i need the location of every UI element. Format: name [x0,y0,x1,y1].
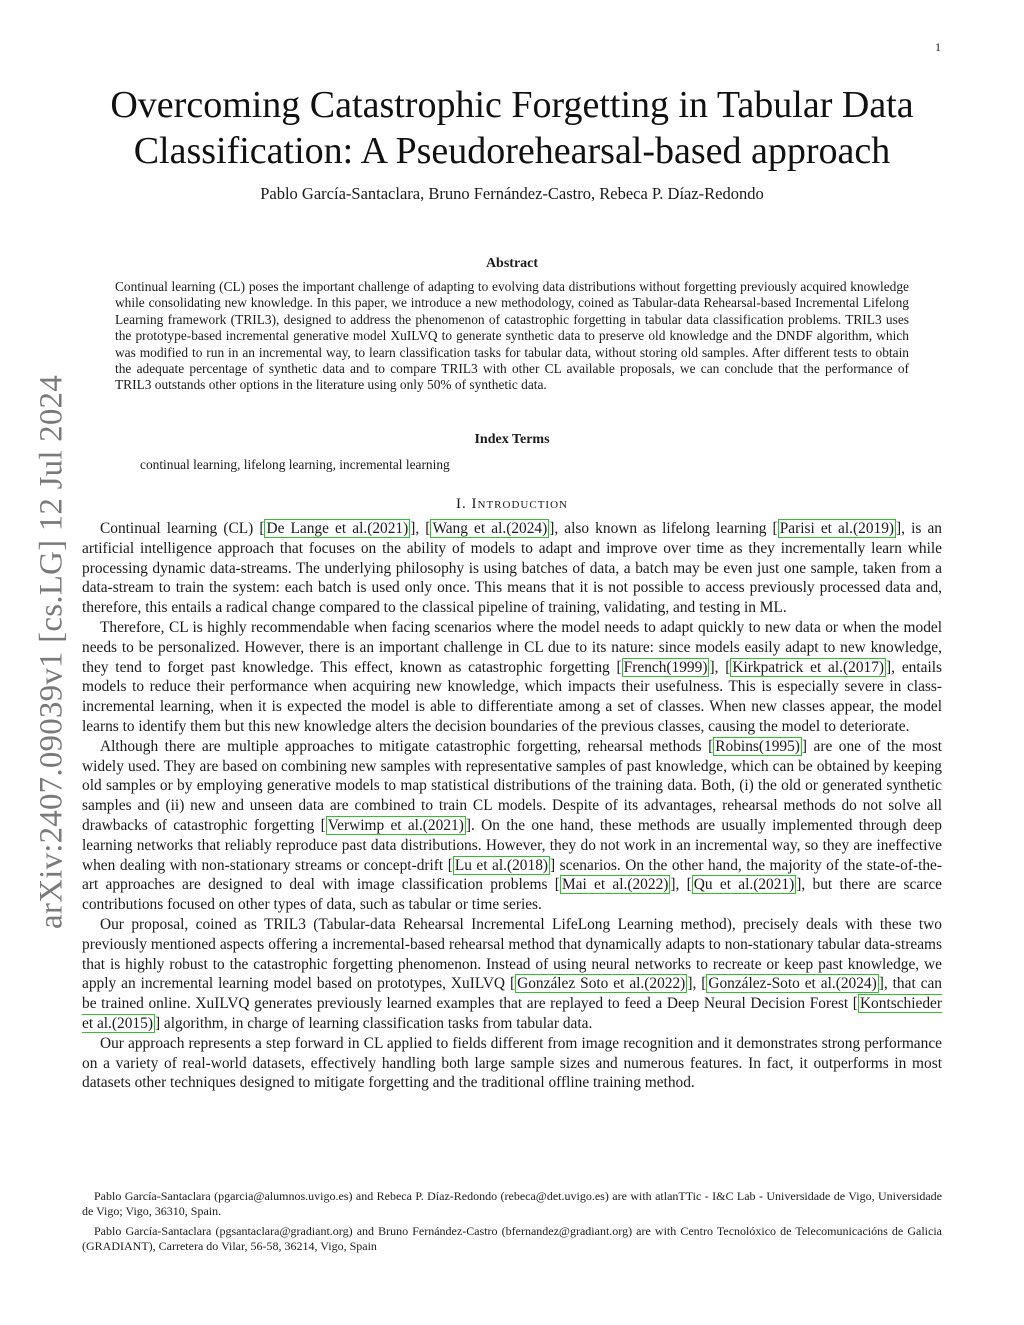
text-run: Our proposal, coined as TRIL3 (Tabular-data Rehearsal Incremental LifeLong Learning method), precisely deals with these two previously mentioned aspects offering a incremental-based rehearsal method that dynamically adapts to non-stationary tabular data-streams that is highly robust to the catastrophic forgetting phenomenon. Instead of using neural networks to recreate or keep past knowledge, we apply an incremental learning model based on prototypes, XuILVQ [ [82,915,942,993]
paragraph-4 [82,915,942,1034]
text-run: ] scenarios. On the other hand, the majority of the state-of-the-art approaches are designed to deal with image classification problems [ [82,856,942,894]
citation-link[interactable]: Wang et al.(2024) [432,520,548,537]
citation-link[interactable]: González-Soto et al.(2024) [708,975,877,993]
abstract-text: Continual learning (CL) poses the important challenge of adapting to evolving data distributions without forgetting previously acquired knowledge while consolidating new knowledge. In this paper, we introduce a new methodology, coined as Tabular-data Rehearsal-based Incremental Lifelong Learning framework (TRIL3), designed to address the phenomenon of catastrophic forgetting in tabular data classification problems. TRIL3 uses the prototype-based incremental generative model XuILVQ to generate synthetic data to preserve old knowledge and the DNDF algorithm, which was modified to run in an incremental way, to learn classification tasks for tabular data, without storing old samples. After different tests to obtain the adequate percentage of synthetic data and to compare TRIL3 with other CL available proposals, we can conclude that the performance of TRIL3 outstands other options in the literature using only 50% of synthetic data. [115,279,909,393]
paragraph-5: Our approach represents a step forward in CL applied to fields different from image recognition and it demonstrates strong performance on a variety of real-world datasets, effectively handling both large sample sizes and numerous features. In fact, it outperforms in most datasets other techniques designed to mitigate forgetting and the traditional offline training method. [82,1034,942,1092]
citation-link[interactable]: De Lange et al.(2021) [266,520,409,537]
citation-link[interactable]: Verwimp et al.(2021) [327,816,464,834]
text-run: ], but there are scarce contributions focused on other types of data, such as tabular or time series. [82,876,942,914]
citation-link[interactable]: Mai et al.(2022) [561,876,669,894]
citation-link[interactable]: Qu et al.(2021) [693,876,795,894]
citation-link[interactable]: González Soto et al.(2022) [517,975,686,993]
citation-link[interactable]: French(1999) [623,658,708,676]
text-run: ], is an artificial intelligence approach that focuses on the ability of models to adapt and improve over time as they incrementally learn while processing dynamic data-streams. The underlying philosophy is using batches of data, a batch may be even just one sample, taken from a data-stream to train the system: each batch is used only once. This means that it is not possible to access previously processed data and, therefore, this entails a radical change compared to the classical pipeline of training, validating, and testing in ML. [82,520,942,617]
section-heading-introduction: I. Introduction [456,496,568,512]
author-list: Pablo García-Santaclara, Bruno Fernández-Castro, Rebeca P. Díaz-Redondo [260,184,764,203]
text-run: ], [ [687,975,707,993]
citation-link[interactable]: Robins(1995) [715,737,800,755]
paper-title: Overcoming Catastrophic Forgetting in Tabular Data Classification: A Pseudorehearsal-based approach [110,84,914,172]
paragraph-1 [82,519,942,618]
citation-link[interactable]: Kirkpatrick et al.(2017) [732,658,885,676]
text-run: ] are one of the most widely used. They are based on combining new samples with representative samples of past knowledge, which can be obtained by keeping old samples or by employing generative models to map statistical distributions of the training data. Both, (i) the old or generated synthetic samples and (ii) new and unseen data are combined to train CL models. Despite of its advantages, rehearsal methods do not solve all drawbacks of catastrophic forgetting [ [82,737,942,834]
text-run: Therefore, CL is highly recommendable when facing scenarios where the model needs to adapt quickly to new data or when the model needs to be personalized. However, there is an important challenge in CL due to its nature: since models easily adapt to new knowledge, they tend to forget past knowledge. This effect, known as catastrophic forgetting [ [82,618,942,676]
footnotes [82,1189,942,1259]
text-run: Continual learning (CL) [ [100,520,265,537]
footnote-affiliation-2: Pablo García-Santaclara (pgsantaclara@gradiant.org) and Bruno Fernández-Castro (bfernandez@gradiant.org) are with Centro Tecnolóxico de Telecomunicacións de Galicia (GRADIANT), Carretera do Vilar, 56-58, 36214, Vigo, Spain [82,1223,942,1254]
page-number: 1 [935,40,941,54]
text-run: ], [ [670,876,692,894]
introduction-body [82,519,942,1093]
text-run: ], also known as lifelong learning [ [549,520,778,537]
text-run: ]. On the one hand, these methods are usually implemented through deep learning networks that reliably reproduce past data distributions. However, they do not work in an incremental way, so they are ineffective when dealing with non-stationary streams or concept-drift [ [82,816,942,874]
text-run: ], [ [410,520,431,537]
text-run: Although there are multiple approaches to mitigate catastrophic forgetting, rehearsal methods [ [100,737,714,755]
footnote-affiliation-1: Pablo García-Santaclara (pgarcia@alumnos.uvigo.es) and Rebeca P. Díaz-Redondo (rebeca@det.uvigo.es) are with atlanTTic - I&C Lab - Universidade de Vigo, Universidade de Vigo; Vigo, 36310, Spain. [82,1189,942,1219]
paragraph-2 [82,618,942,737]
abstract-heading: Abstract [485,256,539,271]
text-run: ], [ [709,658,731,676]
text-run: ], that can be trained online. XuILVQ generates previously learned examples that are replayed to feed a Deep Neural Decision Forest [ [82,975,943,1013]
text-run: ], entails models to reduce their performance when acquiring new knowledge, which impacts their usefulness. This is especially severe in class-incremental learning, when it is expected the model is able to differentiate among a set of classes. When new classes appear, the model learns to identify them but this new knowledge alters the decision boundaries of the previous classes, causing the model to deteriorate. [82,658,943,735]
index-terms-text: continual learning, lifelong learning, incremental learning [140,457,450,472]
citation-link[interactable]: Kontschieder et al.(2015) [82,995,942,1032]
paragraph-3 [82,737,942,915]
citation-link[interactable]: Parisi et al.(2019) [779,520,895,537]
text-run: ] algorithm, in charge of learning classification tasks from tabular data. [154,1014,593,1032]
index-terms-heading: Index Terms [474,432,550,447]
arxiv-stamp: arXiv:2407.09039v1 [cs.LG] 12 Jul 2024 [33,375,70,929]
citation-link[interactable]: Lu et al.(2018) [454,856,549,874]
